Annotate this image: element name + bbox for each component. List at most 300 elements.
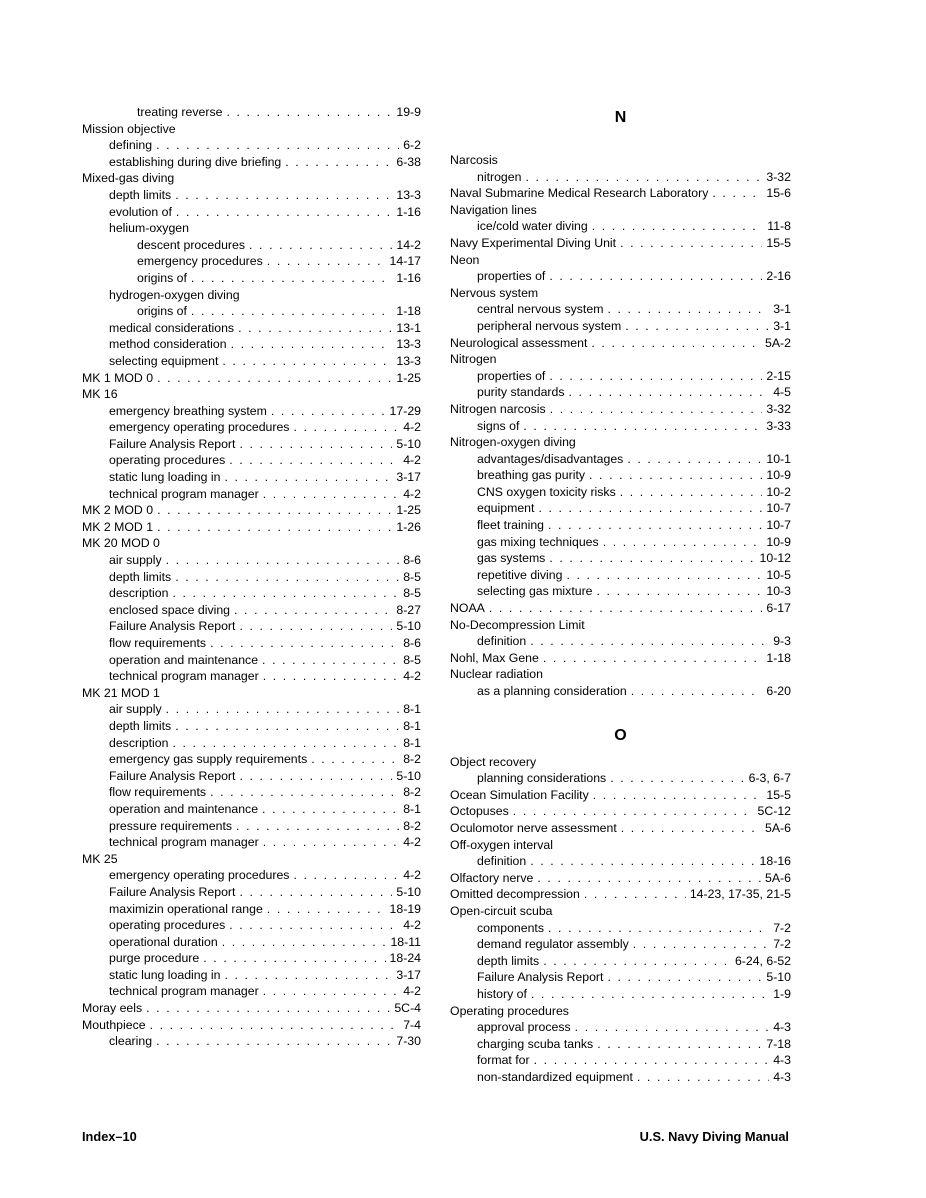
index-entry <box>82 818 421 835</box>
entry-page-ref: 10-1 <box>766 451 791 466</box>
entry-term: operation and maintenance <box>109 652 259 667</box>
index-entry <box>450 1052 791 1069</box>
dot-leader <box>226 104 392 121</box>
entry-page-ref: 1-16 <box>396 270 421 285</box>
index-entry <box>82 983 421 1000</box>
entry-term: helium-oxygen <box>109 221 189 236</box>
index-entry <box>82 901 421 918</box>
entry-term: descent procedures <box>137 237 246 252</box>
index-entry <box>82 602 421 619</box>
entry-term: properties of <box>477 269 546 284</box>
index-entry <box>450 301 791 318</box>
entry-term: MK 1 MOD 0 <box>82 370 154 385</box>
index-entry <box>450 534 791 551</box>
entry-page-ref: 5-10 <box>396 619 421 634</box>
entry-term: technical program manager <box>109 835 259 850</box>
index-entry <box>82 867 421 884</box>
entry-term: No-Decompression Limit <box>450 617 585 632</box>
entry-page-ref: 4-3 <box>773 1053 791 1068</box>
entry-page-ref: 7-30 <box>396 1034 421 1049</box>
index-entry <box>450 770 791 787</box>
index-entry <box>82 535 421 552</box>
entry-page-ref: 2-15 <box>766 368 791 383</box>
entry-term: equipment <box>477 501 535 516</box>
dot-leader <box>523 418 762 435</box>
index-entry <box>82 552 421 569</box>
index-entry <box>450 986 791 1003</box>
entry-term: static lung loading in <box>109 967 221 982</box>
index-entry <box>82 1033 421 1050</box>
index-entry <box>450 285 791 302</box>
entry-term: Object recovery <box>450 754 537 769</box>
dot-leader <box>513 803 754 820</box>
entry-page-ref: 19-9 <box>396 105 421 119</box>
entry-page-ref: 7-2 <box>773 920 791 935</box>
index-column-right <box>450 104 791 1085</box>
entry-page-ref: 6-3, 6-7 <box>748 771 791 786</box>
entry-term: MK 25 <box>82 851 118 866</box>
entry-term: Naval Submarine Medical Research Laboratory <box>450 186 709 201</box>
entry-page-ref: 3-32 <box>766 169 791 184</box>
dot-leader <box>591 335 761 352</box>
entry-term: technical program manager <box>109 669 259 684</box>
index-entry <box>450 633 791 650</box>
dot-leader <box>603 534 763 551</box>
entry-term: enclosed space diving <box>109 602 230 617</box>
entry-term: emergency operating procedures <box>109 868 290 883</box>
index-entry <box>450 969 791 986</box>
index-entry <box>82 419 421 436</box>
dot-leader <box>166 552 400 569</box>
entry-term: selecting equipment <box>109 353 219 368</box>
index-entry <box>82 170 421 187</box>
dot-leader <box>249 237 392 254</box>
index-entry <box>82 502 421 519</box>
index-entry <box>450 169 791 186</box>
index-entry <box>450 853 791 870</box>
index-entry <box>82 403 421 420</box>
index-entry <box>82 237 421 254</box>
dot-leader <box>157 519 392 536</box>
index-entry <box>82 204 421 221</box>
entry-term: fleet training <box>477 518 544 533</box>
index-entry <box>450 953 791 970</box>
index-entry <box>82 652 421 669</box>
entry-page-ref: 8-6 <box>403 553 421 568</box>
entry-term: emergency breathing system <box>109 403 267 418</box>
entry-term: treating reverse <box>137 105 223 119</box>
entry-page-ref: 8-27 <box>396 602 421 617</box>
dot-leader <box>625 318 769 335</box>
entry-page-ref: 8-1 <box>403 718 421 733</box>
entry-term: Olfactory nerve <box>450 870 534 885</box>
entry-term: purity standards <box>477 385 565 400</box>
entry-page-ref: 8-1 <box>403 702 421 717</box>
entry-term: Failure Analysis Report <box>109 619 236 634</box>
section-o-entries <box>450 754 791 1086</box>
entry-term: Mixed-gas diving <box>82 171 175 186</box>
entry-term: MK 2 MOD 0 <box>82 503 154 518</box>
entry-term: hydrogen-oxygen diving <box>109 287 240 302</box>
index-entry <box>82 735 421 752</box>
index-entry <box>82 685 421 702</box>
entry-page-ref: 1-9 <box>773 986 791 1001</box>
entry-page-ref: 10-2 <box>766 484 791 499</box>
entry-page-ref: 3-33 <box>766 418 791 433</box>
entry-page-ref: 4-2 <box>403 835 421 850</box>
entry-page-ref: 6-2 <box>403 138 421 153</box>
index-entry <box>450 351 791 368</box>
entry-term: static lung loading in <box>109 470 221 485</box>
dot-leader <box>203 950 385 967</box>
dot-leader <box>593 787 763 804</box>
entry-term: repetitive diving <box>477 567 563 582</box>
entry-term: charging scuba tanks <box>477 1036 594 1051</box>
index-entry <box>82 751 421 768</box>
entry-page-ref: 4-5 <box>773 385 791 400</box>
index-entry <box>450 418 791 435</box>
entry-term: non-standardized equipment <box>477 1069 633 1084</box>
entry-page-ref: 3-1 <box>773 302 791 317</box>
entry-term: origins of <box>137 304 187 319</box>
entry-term: definition <box>477 854 527 869</box>
dot-leader <box>531 986 769 1003</box>
entry-term: clearing <box>109 1034 153 1049</box>
entry-page-ref: 7-2 <box>773 937 791 952</box>
entry-page-ref: 8-6 <box>403 636 421 650</box>
entry-page-ref: 5-10 <box>766 970 791 985</box>
entry-term: medical considerations <box>109 320 235 335</box>
entry-term: Nitrogen-oxygen diving <box>450 435 576 450</box>
entry-page-ref: 8-2 <box>403 785 421 800</box>
index-entry <box>450 600 791 617</box>
dot-leader <box>267 901 386 918</box>
index-entry <box>450 318 791 335</box>
entry-page-ref: 15-5 <box>766 235 791 250</box>
dot-leader <box>550 401 763 418</box>
dot-leader <box>175 718 399 735</box>
dot-leader <box>530 633 769 650</box>
dot-leader <box>175 187 392 204</box>
index-entry <box>450 152 791 169</box>
index-entry <box>450 903 791 920</box>
dot-leader <box>267 253 386 270</box>
dot-leader <box>176 204 392 221</box>
index-entry <box>450 650 791 667</box>
entry-page-ref: 8-2 <box>403 752 421 767</box>
entry-term: pressure requirements <box>109 818 233 833</box>
section-letter-n: N <box>614 109 627 126</box>
entry-page-ref: 5A-6 <box>765 820 791 835</box>
entry-term: air supply <box>109 553 162 568</box>
dot-leader <box>166 701 400 718</box>
entry-term: CNS oxygen toxicity risks <box>477 484 616 499</box>
manual-title-footer: U.S. Navy Diving Manual <box>639 1129 789 1144</box>
dot-leader <box>631 683 763 700</box>
dot-leader <box>597 1036 762 1053</box>
entry-page-ref: 3-17 <box>396 470 421 485</box>
index-entry <box>450 1003 791 1020</box>
dot-leader <box>262 801 399 818</box>
entry-page-ref: 6-24, 6-52 <box>734 953 791 968</box>
entry-page-ref: 1-26 <box>396 519 421 534</box>
entry-term: Failure Analysis Report <box>109 884 236 899</box>
entry-page-ref: 1-18 <box>396 304 421 319</box>
entry-term: Nitrogen <box>450 352 497 367</box>
entry-page-ref: 5C-4 <box>394 1001 421 1016</box>
entry-term: Nohl, Max Gene <box>450 650 539 665</box>
section-n-entries <box>450 152 791 700</box>
entry-page-ref: 14-2 <box>396 237 421 252</box>
entry-term: Mouthpiece <box>82 1017 146 1032</box>
dot-leader <box>191 270 392 287</box>
section-letter-o: O <box>614 726 627 744</box>
entry-term: planning considerations <box>477 771 607 786</box>
entry-term: maximizin operational range <box>109 901 263 916</box>
dot-leader <box>534 1052 770 1069</box>
dot-leader <box>293 419 399 436</box>
entry-page-ref: 10-7 <box>766 518 791 533</box>
index-entry <box>450 235 791 252</box>
dot-leader <box>224 469 392 486</box>
entry-page-ref: 6-20 <box>766 684 791 698</box>
section-spacer <box>450 700 791 722</box>
dot-leader <box>633 936 769 953</box>
dot-leader <box>538 500 762 517</box>
entry-term: NOAA <box>450 601 485 616</box>
entry-page-ref: 8-2 <box>403 818 421 833</box>
entry-page-ref: 10-9 <box>766 534 791 549</box>
section-spacer <box>450 130 791 152</box>
entry-page-ref: 8-1 <box>403 801 421 816</box>
index-entry <box>82 585 421 602</box>
entry-term: purge procedure <box>109 951 200 966</box>
entry-term: technical program manager <box>109 984 259 999</box>
entry-term: Navigation lines <box>450 202 537 217</box>
entry-page-ref: 8-1 <box>403 735 421 750</box>
entry-term: Off-oxygen interval <box>450 837 553 852</box>
entry-page-ref: 4-3 <box>773 1020 791 1035</box>
index-entry <box>450 837 791 854</box>
index-entry <box>82 469 421 486</box>
index-entry <box>450 754 791 771</box>
entry-term: nitrogen <box>477 169 522 184</box>
index-entry <box>82 436 421 453</box>
dot-leader <box>311 751 399 768</box>
index-entry <box>82 784 421 801</box>
dot-leader <box>620 484 763 501</box>
index-entry <box>450 384 791 401</box>
index-entry <box>82 253 421 270</box>
entry-page-ref: 18-11 <box>390 934 421 949</box>
entry-term: central nervous system <box>477 302 604 317</box>
dot-leader <box>236 818 399 835</box>
index-entry <box>450 185 791 202</box>
index-column-left <box>82 104 421 1050</box>
entry-term: Mission objective <box>82 121 176 136</box>
entry-page-ref: 2-16 <box>766 269 791 284</box>
dot-leader <box>172 585 399 602</box>
dot-leader <box>146 1000 390 1017</box>
entry-term: method consideration <box>109 337 227 352</box>
dot-leader <box>548 517 762 534</box>
dot-leader <box>229 917 399 934</box>
dot-leader <box>222 353 392 370</box>
dot-leader <box>238 320 392 337</box>
index-entry <box>82 801 421 818</box>
entry-term: origins of <box>137 270 187 285</box>
entry-page-ref: 5-10 <box>396 884 421 899</box>
index-entry <box>82 486 421 503</box>
entry-term: depth limits <box>477 953 540 968</box>
entry-page-ref: 4-2 <box>403 918 421 933</box>
entry-page-ref: 5A-2 <box>765 335 791 350</box>
entry-term: operational duration <box>109 934 218 949</box>
index-entry <box>82 370 421 387</box>
dot-leader <box>592 218 764 235</box>
dot-leader <box>229 452 399 469</box>
entry-term: MK 2 MOD 1 <box>82 519 154 534</box>
dot-leader <box>569 384 770 401</box>
entry-page-ref: 4-2 <box>403 486 421 501</box>
dot-leader <box>157 502 392 519</box>
dot-leader <box>627 451 762 468</box>
entry-term: Failure Analysis Report <box>109 768 236 783</box>
entry-term: approval process <box>477 1020 571 1035</box>
index-entry <box>450 617 791 634</box>
entry-page-ref: 13-3 <box>396 337 421 352</box>
entry-term: Octopuses <box>450 804 509 819</box>
index-entry <box>450 567 791 584</box>
index-entry <box>82 967 421 984</box>
entry-term: technical program manager <box>109 486 259 501</box>
index-entry <box>82 1000 421 1017</box>
entry-page-ref: 8-5 <box>403 586 421 601</box>
dot-leader <box>263 834 400 851</box>
entry-term: operation and maintenance <box>109 801 259 816</box>
dot-leader <box>637 1069 769 1086</box>
index-entry <box>82 635 421 652</box>
dot-leader <box>263 486 400 503</box>
index-entry <box>82 834 421 851</box>
index-entry <box>450 666 791 683</box>
index-entry <box>82 884 421 901</box>
entry-page-ref: 6-38 <box>396 154 421 169</box>
entry-page-ref: 3-17 <box>396 967 421 982</box>
dot-leader <box>263 668 400 685</box>
dot-leader <box>620 235 762 252</box>
index-entry <box>82 452 421 469</box>
entry-term: Neurological assessment <box>450 335 588 350</box>
entry-term: defining <box>109 138 153 153</box>
index-entry <box>450 484 791 501</box>
entry-page-ref: 7-18 <box>766 1036 791 1051</box>
dot-leader <box>549 268 762 285</box>
entry-page-ref: 1-18 <box>766 650 791 665</box>
entry-page-ref: 18-16 <box>759 854 791 869</box>
entry-page-ref: 1-25 <box>396 503 421 518</box>
entry-page-ref: 9-3 <box>773 634 791 649</box>
entry-term: depth limits <box>109 718 172 733</box>
entry-term: establishing during dive briefing <box>109 154 282 169</box>
dot-leader <box>150 1017 400 1034</box>
dot-leader <box>525 169 762 186</box>
index-entry <box>450 401 791 418</box>
index-entry <box>450 787 791 804</box>
index-entry <box>450 1019 791 1036</box>
dot-leader <box>712 185 762 202</box>
entry-term: emergency gas supply requirements <box>109 752 308 767</box>
dot-leader <box>607 969 762 986</box>
dot-leader <box>234 602 392 619</box>
index-entry <box>450 1036 791 1053</box>
entry-page-ref: 15-5 <box>766 787 791 802</box>
dot-leader <box>597 583 763 600</box>
entry-term: emergency procedures <box>137 254 263 269</box>
dot-leader <box>530 853 755 870</box>
entry-page-ref: 13-3 <box>396 187 421 202</box>
entry-page-ref: 4-2 <box>403 984 421 999</box>
entry-page-ref: 13-1 <box>396 320 421 335</box>
index-entry <box>82 220 421 237</box>
index-entry <box>82 320 421 337</box>
index-entry <box>450 218 791 235</box>
entry-term: Nervous system <box>450 285 539 300</box>
index-entry <box>82 618 421 635</box>
dot-leader <box>537 870 761 887</box>
index-entry <box>450 517 791 534</box>
entry-page-ref: 18-24 <box>389 951 421 966</box>
dot-leader <box>543 650 763 667</box>
dot-leader <box>607 301 769 318</box>
dot-leader <box>489 600 763 617</box>
dot-leader <box>548 920 769 937</box>
entry-page-ref: 14-23, 17-35, 21-5 <box>689 887 791 902</box>
dot-leader <box>575 1019 770 1036</box>
entry-term: components <box>477 920 544 935</box>
entry-page-ref: 7-4 <box>403 1017 421 1032</box>
index-entry <box>82 353 421 370</box>
entry-term: definition <box>477 634 527 649</box>
entry-page-ref: 10-9 <box>766 468 791 483</box>
index-entry <box>82 386 421 403</box>
index-entry <box>450 451 791 468</box>
entry-page-ref: 4-3 <box>773 1069 791 1084</box>
entry-term: evolution of <box>109 204 172 219</box>
entry-term: ice/cold water diving <box>477 219 588 234</box>
entry-term: advantages/disadvantages <box>477 451 624 466</box>
index-entry <box>450 820 791 837</box>
index-entry <box>82 701 421 718</box>
entry-page-ref: 17-29 <box>389 403 421 418</box>
dot-leader <box>156 1033 392 1050</box>
index-entry <box>82 187 421 204</box>
dot-leader <box>584 886 686 903</box>
entry-term: MK 20 MOD 0 <box>82 536 160 551</box>
index-entry <box>450 886 791 903</box>
dot-leader <box>271 403 386 420</box>
index-entry <box>450 368 791 385</box>
entry-page-ref: 5A-6 <box>765 870 791 885</box>
entry-page-ref: 5-10 <box>396 768 421 783</box>
entry-term: operating procedures <box>109 918 226 933</box>
entry-term: depth limits <box>109 187 172 202</box>
index-entry <box>82 934 421 951</box>
index-entry <box>82 950 421 967</box>
dot-leader <box>239 436 392 453</box>
entry-page-ref: 10-7 <box>766 501 791 516</box>
dot-leader <box>589 467 762 484</box>
